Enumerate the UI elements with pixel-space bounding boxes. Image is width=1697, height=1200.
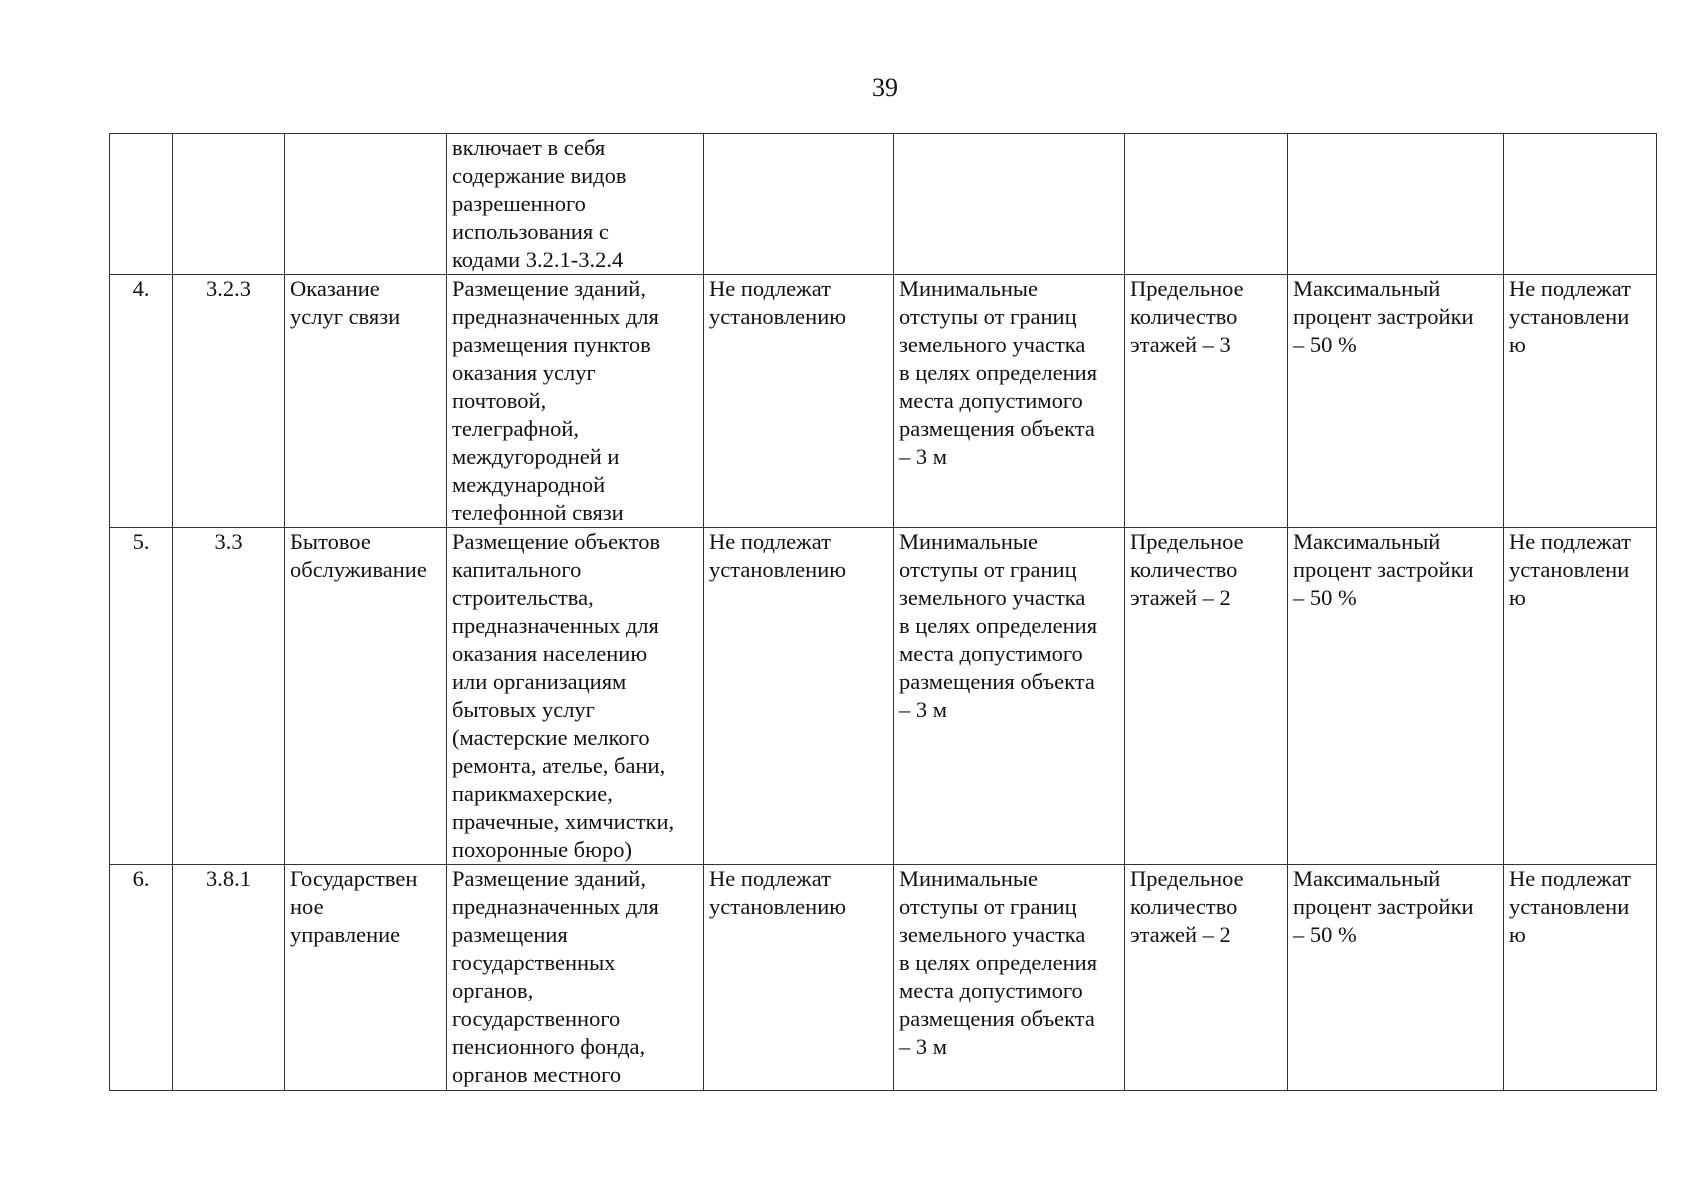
floors-cell: Предельное количество этажей – 2 [1125, 528, 1288, 865]
restrictions-cell: Не подлежат установлени ю [1504, 275, 1657, 528]
size-limits-cell: Не подлежат установлению [704, 275, 894, 528]
size-limits-cell: Не подлежат установлению [704, 865, 894, 1091]
table-row [110, 134, 1657, 275]
row-number-cell: 4. [110, 275, 173, 528]
use-name-cell [285, 134, 447, 275]
setbacks-cell: Минимальные отступы от границ земельного участка в целях определения места допустимого размещения объекта – 3 м [894, 528, 1125, 865]
coverage-cell: Максимальный процент застройки – 50 % [1288, 865, 1504, 1091]
floors-cell: Предельное количество этажей – 2 [1125, 865, 1288, 1091]
coverage-cell [1288, 134, 1504, 275]
table-row [110, 865, 1657, 1091]
setbacks-cell [894, 134, 1125, 275]
restrictions-cell [1504, 134, 1657, 275]
page-number: 39 [872, 73, 898, 102]
size-limits-cell: Не подлежат установлению [704, 528, 894, 865]
setbacks-cell: Минимальные отступы от границ земельного участка в целях определения места допустимого размещения объекта – 3 м [894, 275, 1125, 528]
land-use-table [109, 133, 1657, 1091]
use-name-cell: Государствен ное управление [285, 865, 447, 1091]
code-cell [173, 134, 285, 275]
code-cell: 3.8.1 [173, 865, 285, 1091]
coverage-cell: Максимальный процент застройки – 50 % [1288, 528, 1504, 865]
size-limits-cell [704, 134, 894, 275]
description-cell: включает в себя содержание видов разрешенного использования с кодами 3.2.1-3.2.4 [447, 134, 704, 275]
row-number-cell: 5. [110, 528, 173, 865]
use-name-cell: Оказание услуг связи [285, 275, 447, 528]
description-cell: Размещение зданий, предназначенных для размещения пунктов оказания услуг почтовой, телеграфной, междугородней и международной телефонной связи [447, 275, 704, 528]
row-number-cell [110, 134, 173, 275]
floors-cell [1125, 134, 1288, 275]
table-row [110, 275, 1657, 528]
use-name-cell: Бытовое обслуживание [285, 528, 447, 865]
table-row [110, 528, 1657, 865]
restrictions-cell: Не подлежат установлени ю [1504, 865, 1657, 1091]
coverage-cell: Максимальный процент застройки – 50 % [1288, 275, 1504, 528]
description-cell: Размещение зданий, предназначенных для размещения государственных органов, государственного пенсионного фонда, органов местного [447, 865, 704, 1091]
setbacks-cell: Минимальные отступы от границ земельного участка в целях определения места допустимого размещения объекта – 3 м [894, 865, 1125, 1091]
restrictions-cell: Не подлежат установлени ю [1504, 528, 1657, 865]
code-cell: 3.2.3 [173, 275, 285, 528]
code-cell: 3.3 [173, 528, 285, 865]
floors-cell: Предельное количество этажей – 3 [1125, 275, 1288, 528]
row-number-cell: 6. [110, 865, 173, 1091]
description-cell: Размещение объектов капитального строительства, предназначенных для оказания населению или организациям бытовых услуг (мастерские мелкого ремонта, ателье, бани, парикмахерские, прачечные, химчистки, похоронные бюро) [447, 528, 704, 865]
